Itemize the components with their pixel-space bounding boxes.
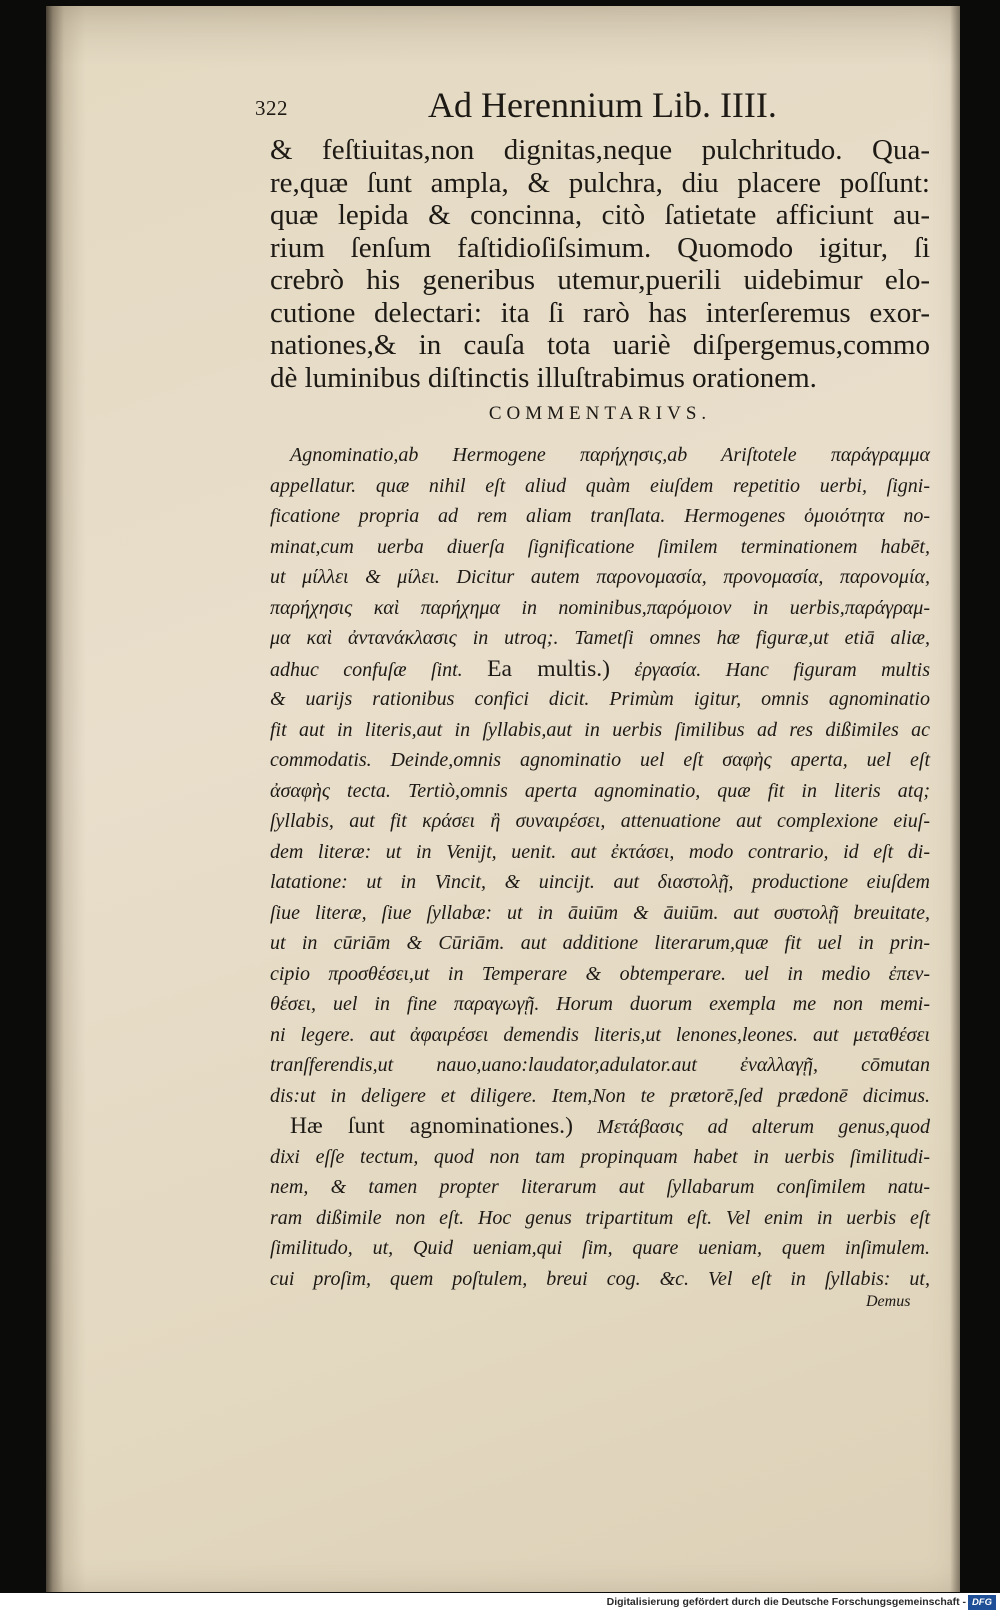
footer-credit: Digitalisierung gefördert durch die Deutsche Forschungsgemeinschaft -: [606, 1596, 966, 1608]
lemma-reference: Ea multis.): [487, 655, 611, 682]
commentary-line: ni legere. aut ἀφαιρέσει demendis literis,ut lenones,leones. aut μεταθέσει: [270, 1023, 930, 1046]
commentary-segment: adhuc confuſæ ſint.: [270, 658, 488, 681]
commentary-line: ut in cūriām & Cūriām. aut additione literarum,quæ fit uel in prin-: [270, 932, 930, 954]
main-text-line: dè luminibus diſtinctis illuſtrabimus orationem.: [270, 361, 817, 394]
page-number: 322: [255, 96, 288, 120]
commentary-line: cui proſim, quem poſtulem, breui cog. &c. Vel eſt in ſyllabis: ut,: [270, 1267, 930, 1290]
lemma-reference: Hæ ſunt agnominationes.): [290, 1113, 573, 1139]
digitization-footer: [0, 1593, 1000, 1611]
main-text-line: nationes,& in cauſa tota uariè diſpergemus,commo: [270, 329, 930, 361]
commentary-line: nem, & tamen propter literarum aut ſyllabarum conſimilem natu-: [270, 1176, 930, 1198]
main-text-line: quæ lepida & concinna, citò ſatietate afficiunt au-: [270, 199, 930, 231]
commentary-line: dem literæ: ut in Venijt, uenit. aut ἐκτάσει, modo contrario, id eſt di-: [270, 840, 930, 863]
commentary-line: παρήχησις καὶ παρήχημα in nominibus,παρόμοιον in uerbis,παράγραμ-: [270, 596, 930, 619]
commentary-line: ſiue literæ, ſiue ſyllabæ: ut in āuiūm & āuiūm. aut συστολῇ breuitate,: [270, 901, 930, 924]
commentary-line: ut μίλλει & μίλει. Dicitur autem παρονομασία, προνομασία, παρονομία,: [270, 566, 930, 588]
page-header: [46, 84, 960, 130]
commentary-text: [270, 440, 930, 1294]
commentary-line: commodatis. Deinde,omnis agnominatio uel eſt σαφὴς aperta, uel eſt: [270, 749, 930, 771]
commentary-line: [270, 1111, 930, 1142]
commentary-line: dis:ut in deligere et diligere. Item,Non te prætorē,ſed prædonē dicimus.: [270, 1084, 930, 1107]
commentary-line: [270, 654, 930, 685]
commentary-line: ram dißimile non eſt. Hoc genus tripartitum eſt. Vel enim in uerbis eſt: [270, 1206, 930, 1229]
commentary-heading: COMMENTARIVS.: [488, 403, 712, 424]
commentary-line: latatione: ut in Vincit, & uincijt. aut διαστολῇ, productione eiuſdem: [270, 871, 930, 893]
main-text: [270, 134, 930, 394]
commentary-line: fit aut in literis,aut in ſyllabis,aut in uerbis ſimilibus ad res dißimiles ac: [270, 718, 930, 741]
commentary-line: appellatur. quæ nihil eſt aliud quàm eiuſdem repetitio uerbi, ſigni-: [270, 474, 930, 497]
commentary-line: dixi eſſe tectum, quod non tam propinquam habet in uerbis ſimilitudi-: [270, 1145, 930, 1168]
catchword: Demus: [866, 1293, 911, 1310]
dfg-logo: DFG: [968, 1595, 996, 1610]
main-text-line: & feſtiuitas,non dignitas,neque pulchritudo. Qua-: [270, 134, 930, 166]
commentary-line: minat,cum uerba diuerſa ſignificatione ſimilem terminationem habēt,: [270, 535, 930, 558]
main-text-line: rium ſenſum faſtidioſiſsimum. Quomodo igitur, ſi: [270, 231, 930, 264]
main-text-line: crebrò his generibus utemur,puerili uidebimur elo-: [270, 264, 930, 296]
commentary-line: ſyllabis, aut fit κράσει ἢ συναιρέσει, attenuatione aut complexione eiuſ-: [270, 810, 930, 832]
book-page: [46, 6, 960, 1592]
commentary-line: ἀσαφὴς tecta. Tertiò,omnis aperta agnominatio, quæ fit in literis atq;: [270, 779, 930, 802]
commentary-segment: ἐργασία. Hanc figuram multis: [610, 658, 930, 681]
running-title: Ad Herennium Lib. IIII.: [428, 85, 777, 125]
main-text-line: re,quæ ſunt ampla, & pulchra, diu placere poſſunt:: [270, 166, 930, 199]
commentary-segment: Μετάβασις ad alterum genus,quod: [572, 1116, 930, 1138]
commentary-line: μα καὶ ἀντανάκλασις in utroq;. Tametſi omnes hæ figuræ,ut etiā aliæ,: [270, 627, 930, 649]
commentary-line: & uarijs rationibus confici dicit. Primùm igitur, omnis agnominatio: [270, 688, 930, 710]
commentary-line: Agnominatio,ab Hermogene παρήχησις,ab Ariſtotele παράγραμμα: [290, 444, 930, 466]
commentary-line: cipio προσθέσει,ut in Temperare & obtemperare. uel in medio ἐπεν-: [270, 962, 930, 985]
commentary-line: tranſferendis,ut nauo,uano:laudator,adulator.aut ἐναλλαγῇ, cōmutan: [270, 1054, 930, 1076]
commentary-line: θέσει, uel in fine παραγωγῇ. Horum duorum exempla me non memi-: [270, 993, 930, 1015]
commentary-line: ſimilitudo, ut, Quid ueniam,qui ſim, quare ueniam, quem inſimulem.: [270, 1237, 930, 1259]
main-text-line: cutione delectari: ita ſi rarò has interſeremus exor-: [270, 296, 930, 329]
commentary-line: ficatione propria ad rem aliam tranſlata. Hermogenes ὁμοιότητα no-: [270, 505, 930, 527]
